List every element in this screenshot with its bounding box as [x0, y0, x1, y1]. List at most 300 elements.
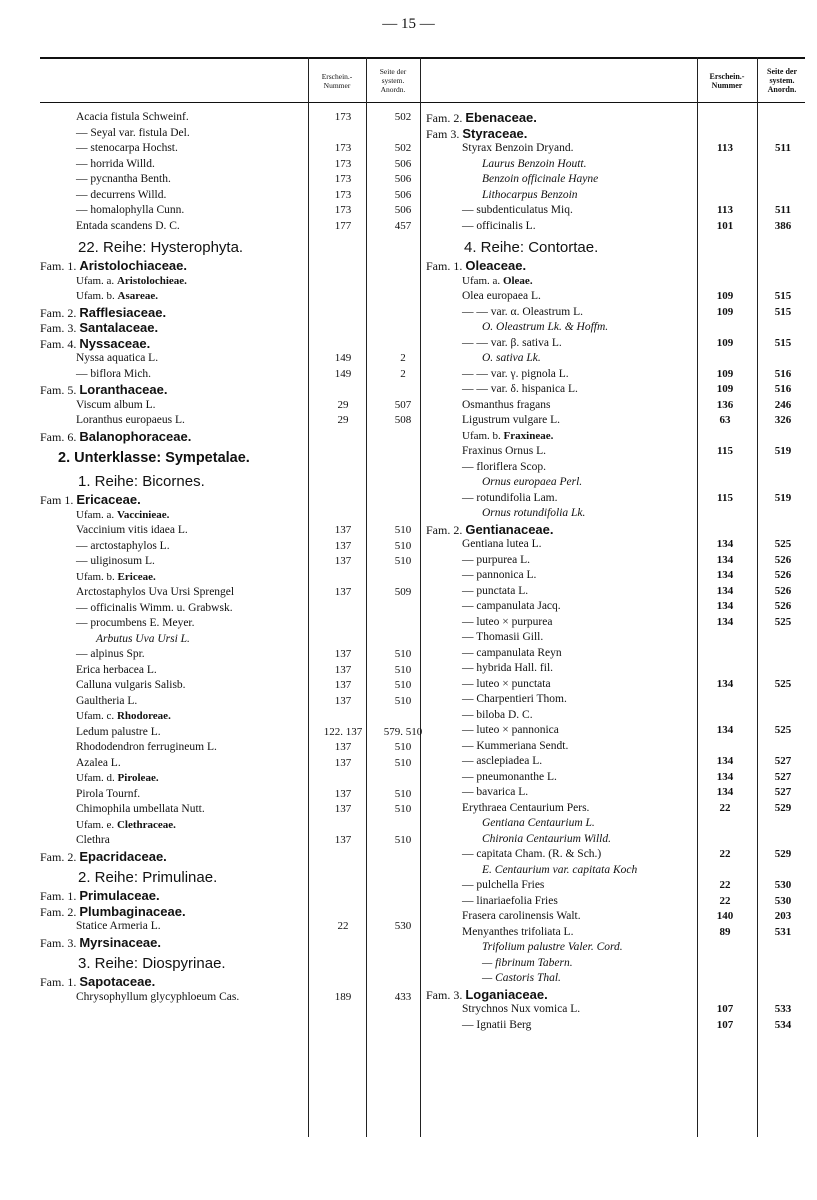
- table-row: [426, 661, 806, 677]
- series-heading: 2. Reihe: Primulinae.: [78, 869, 218, 886]
- family-label: Fam. 2.: [40, 305, 80, 320]
- species-name: — hybrida Hall. fil.: [462, 662, 554, 674]
- table-row: [40, 919, 420, 935]
- header-line: Erschein.-: [709, 72, 745, 81]
- species-name: — Thomasii Gill.: [462, 631, 544, 643]
- table-row: [40, 570, 420, 586]
- page-reference: 508: [394, 414, 412, 426]
- table-row: [40, 508, 420, 524]
- table-row: [40, 833, 420, 849]
- table-row: [40, 678, 420, 694]
- page-reference: 509: [394, 586, 412, 598]
- table-row: [40, 258, 420, 274]
- appearance-number: 109: [716, 383, 734, 395]
- page-reference: 525: [774, 677, 792, 690]
- table-row: [426, 708, 806, 724]
- table-row: [426, 126, 806, 142]
- appearance-number: 122. 137: [323, 725, 363, 738]
- appearance-number: 134: [716, 724, 734, 736]
- page-reference: 529: [774, 848, 792, 860]
- table-row: [40, 787, 420, 803]
- page-reference: 525: [774, 724, 792, 736]
- appearance-number: 113: [717, 142, 733, 154]
- species-name: Chironia Centaurium Willd.: [482, 832, 611, 845]
- species-name: Fraxinus Ornus L.: [462, 445, 547, 457]
- table-row: [426, 723, 806, 739]
- species-name: — rotundifolia Lam.: [462, 491, 558, 504]
- subclass-heading: 2. Unterklasse: Sympetalae.: [58, 450, 250, 466]
- species-name: Entada scandens D. C.: [76, 219, 180, 232]
- appearance-number: 137: [334, 756, 352, 769]
- table-row: [40, 740, 420, 756]
- species-name: — linariaefolia Fries: [462, 894, 558, 907]
- species-name: Statice Armeria L.: [76, 920, 161, 932]
- species-name: — luteo × purpurea: [462, 615, 553, 628]
- appearance-number: 137: [334, 834, 352, 846]
- family-name: Loranthaceae.: [79, 382, 168, 397]
- appearance-number: 109: [716, 367, 734, 380]
- table-row: [40, 289, 420, 305]
- table-row: [40, 709, 420, 725]
- appearance-number: 137: [334, 741, 352, 753]
- header-line: Anordn.: [767, 85, 797, 94]
- appearance-number: 89: [719, 925, 731, 938]
- appearance-number: 22: [719, 848, 731, 860]
- page-reference: 510: [394, 679, 412, 691]
- subfamily-label: Ufam. e.: [76, 818, 117, 831]
- species-name: — officinalis L.: [462, 219, 536, 232]
- table-row: [426, 289, 806, 305]
- species-name: — subdenticulatus Miq.: [462, 204, 573, 216]
- table-row: [40, 444, 420, 468]
- page-reference: 531: [774, 925, 792, 938]
- table-row: [40, 320, 420, 336]
- family-name: Sapotaceae.: [79, 974, 156, 989]
- table-row: [426, 475, 806, 491]
- family-label: Fam. 1.: [426, 259, 466, 273]
- page-reference: 502: [394, 111, 412, 123]
- table-row: [426, 234, 806, 258]
- species-name: — decurrens Willd.: [76, 188, 167, 201]
- species-name: E. Centaurium var. capitata Koch: [482, 863, 638, 876]
- family-label: Fam. 1.: [40, 975, 80, 989]
- subfamily-name: Rhodoreae.: [116, 710, 171, 722]
- table-row: [426, 909, 806, 925]
- species-name: — procumbens E. Meyer.: [76, 617, 195, 629]
- species-name: Loranthus europaeus L.: [76, 414, 185, 426]
- page-reference: 510: [394, 694, 412, 707]
- table-row: [426, 599, 806, 615]
- table-row: [426, 971, 806, 987]
- appearance-number: 22: [719, 879, 731, 891]
- header-line: Seite der: [767, 67, 797, 76]
- species-name: Chrysophyllum glycyphloeum Cas.: [76, 990, 240, 1003]
- table-row: [40, 141, 420, 157]
- appearance-number: 29: [337, 414, 349, 426]
- family-label: Fam. 5.: [40, 383, 80, 397]
- family-name: Primulaceae.: [79, 888, 160, 903]
- species-name: Arbutus Uva Ursi L.: [96, 632, 190, 645]
- species-name: — — var. δ. hispanica L.: [462, 383, 578, 395]
- page-reference: 527: [774, 755, 792, 767]
- page-reference: 530: [774, 894, 792, 907]
- species-name: Ligustrum vulgare L.: [462, 414, 561, 426]
- table-row: [40, 990, 420, 1006]
- table-row: [426, 754, 806, 770]
- species-name: Gentiana lutea L.: [462, 538, 542, 550]
- species-name: — purpurea L.: [462, 553, 531, 566]
- top-rule: [40, 57, 805, 59]
- species-name: Erica herbacea L.: [76, 663, 157, 676]
- page-reference: 433: [394, 990, 412, 1003]
- subfamily-entry: [76, 289, 158, 305]
- table-row: [40, 274, 420, 290]
- header-line: system.: [381, 76, 405, 85]
- table-row: [426, 110, 806, 126]
- subfamily-label: Ufam. c.: [76, 710, 117, 722]
- page-reference: 530: [774, 879, 792, 891]
- species-name: Olea europaea L.: [462, 290, 541, 302]
- species-name: — — var. β. sativa L.: [462, 336, 562, 349]
- appearance-number: 63: [719, 414, 731, 426]
- page-reference: 510: [394, 648, 412, 660]
- family-label: Fam. 2.: [40, 849, 80, 864]
- subfamily-name: Clethraceae.: [116, 818, 176, 831]
- appearance-number: 137: [334, 694, 352, 707]
- appearance-number: 107: [716, 1003, 734, 1015]
- table-row: [40, 974, 420, 990]
- header-line: Nummer: [711, 81, 743, 90]
- subfamily-entry: [462, 274, 533, 290]
- family-label: Fam. 3.: [426, 987, 466, 1002]
- table-row: [426, 141, 806, 157]
- family-label: Fam. 2.: [426, 111, 466, 125]
- appearance-number: 173: [334, 111, 352, 123]
- appearance-number: 134: [716, 677, 734, 690]
- table-row: [426, 444, 806, 460]
- subfamily-label: Ufam. a.: [76, 508, 117, 521]
- header-rule: [40, 102, 805, 103]
- page-reference: 507: [394, 398, 412, 411]
- table-row: [426, 491, 806, 507]
- page-reference: 515: [774, 290, 792, 302]
- page-reference: 506: [394, 188, 412, 201]
- page-reference: 526: [774, 600, 792, 612]
- page-reference: 515: [774, 336, 792, 349]
- table-row: [426, 553, 806, 569]
- appearance-number: 173: [334, 142, 352, 154]
- subfamily-entry: [76, 709, 171, 725]
- family-name: Plumbaginaceae.: [79, 903, 186, 919]
- table-row: [426, 413, 806, 429]
- appearance-number: 109: [716, 290, 734, 302]
- appearance-number: 22: [719, 894, 731, 907]
- appearance-number: 134: [716, 584, 734, 597]
- page-reference: 510: [394, 555, 412, 567]
- species-name: — — var. α. Oleastrum L.: [462, 305, 584, 318]
- subfamily-entry: [462, 429, 553, 445]
- table-row: [40, 632, 420, 648]
- table-row: [426, 770, 806, 786]
- table-row: [426, 188, 806, 204]
- species-name: — luteo × pannonica: [462, 724, 559, 736]
- species-name: — biflora Mich.: [76, 367, 152, 380]
- species-name: — — var. γ. pignola L.: [462, 367, 569, 380]
- header-line: Anordn.: [380, 85, 406, 94]
- page-reference: 527: [774, 786, 792, 798]
- appearance-number: 137: [334, 524, 352, 536]
- subfamily-entry: [76, 508, 169, 524]
- appearance-number: 134: [716, 755, 734, 767]
- species-name: Calluna vulgaris Salisb.: [76, 679, 186, 691]
- species-name: — pulchella Fries: [462, 879, 545, 891]
- family-label: Fam 3.: [426, 126, 463, 141]
- subfamily-entry: [76, 274, 187, 290]
- species-name: Gentiana Centaurium L.: [482, 817, 595, 829]
- page-reference: 526: [774, 569, 792, 581]
- species-name: Acacia fistula Schweinf.: [76, 111, 189, 123]
- appearance-number: 101: [716, 219, 734, 232]
- page-reference: 516: [774, 367, 792, 380]
- appearance-number: 134: [716, 569, 734, 581]
- page-reference: 510: [394, 663, 412, 676]
- page-reference: 246: [774, 398, 792, 411]
- page-reference: 534: [774, 1018, 792, 1031]
- table-row: [40, 523, 420, 539]
- species-name: Azalea L.: [76, 756, 121, 769]
- table-row: [40, 126, 420, 142]
- appearance-number: 137: [334, 539, 352, 552]
- table-row: [426, 925, 806, 941]
- family-label: Fam. 1.: [40, 259, 80, 273]
- table-row: [426, 987, 806, 1003]
- table-row: [40, 771, 420, 787]
- appearance-number: 107: [716, 1018, 734, 1031]
- subfamily-label: Ufam. d.: [76, 772, 118, 784]
- table-row: [426, 1018, 806, 1034]
- species-name: Laurus Benzoin Houtt.: [482, 157, 587, 170]
- appearance-number: 173: [334, 204, 352, 216]
- table-row: [426, 677, 806, 693]
- species-name: Pirola Tournf.: [76, 787, 141, 800]
- header-line: system.: [769, 76, 795, 85]
- subfamily-name: Oleae.: [502, 274, 533, 287]
- family-label: Fam. 3.: [40, 935, 80, 950]
- appearance-number: 173: [334, 188, 352, 201]
- species-name: — asclepiadea L.: [462, 755, 543, 767]
- page-reference: 510: [394, 741, 412, 753]
- species-name: — campanulata Reyn: [462, 646, 562, 659]
- species-name: Clethra: [76, 834, 110, 846]
- appearance-number: 29: [337, 398, 349, 411]
- appearance-number: 137: [334, 586, 352, 598]
- appearance-number: 173: [334, 173, 352, 185]
- page-reference: 510: [394, 787, 412, 800]
- table-row: [426, 615, 806, 631]
- table-row: [426, 894, 806, 910]
- table-row: [426, 878, 806, 894]
- family-label: Fam. 2.: [40, 904, 80, 919]
- family-name: Ericaceae.: [76, 492, 141, 507]
- appearance-number: 137: [334, 803, 352, 815]
- left-header-erschein: [308, 72, 366, 90]
- species-name: Arctostaphylos Uva Ursi Sprengel: [76, 586, 235, 598]
- species-name: — biloba D. C.: [462, 708, 533, 721]
- species-name: — pneumonanthe L.: [462, 770, 557, 783]
- appearance-number: 22: [337, 920, 349, 932]
- table-row: [426, 646, 806, 662]
- table-row: [40, 539, 420, 555]
- table-row: [426, 584, 806, 600]
- table-row: [40, 351, 420, 367]
- header-line: Nummer: [323, 81, 351, 90]
- table-row: [426, 258, 806, 274]
- table-row: [40, 468, 420, 492]
- table-row: [426, 460, 806, 476]
- species-name: — capitata Cham. (R. & Sch.): [462, 848, 602, 860]
- species-name: — campanulata Jacq.: [462, 600, 561, 612]
- family-name: Santalaceae.: [79, 320, 159, 335]
- family-name: Rafflesiaceae.: [79, 304, 167, 320]
- page-reference: 506: [394, 204, 412, 216]
- species-name: — Charpentieri Thom.: [462, 693, 567, 705]
- page-reference: 506: [394, 173, 412, 185]
- table-row: [40, 950, 420, 974]
- series-heading: 4. Reihe: Contortae.: [464, 239, 599, 256]
- right-header-seite: [757, 67, 807, 94]
- table-row: [40, 601, 420, 617]
- species-name: — alpinus Spr.: [76, 648, 145, 660]
- page-number: — 15 —: [382, 16, 435, 32]
- species-name: Rhododendron ferrugineum L.: [76, 741, 217, 753]
- appearance-number: 115: [717, 491, 733, 504]
- table-row: [426, 816, 806, 832]
- species-name: Ledum palustre L.: [76, 725, 161, 738]
- series-heading: 22. Reihe: Hysterophyta.: [78, 239, 244, 256]
- species-name: Nyssa aquatica L.: [76, 352, 159, 364]
- appearance-number: 137: [334, 679, 352, 691]
- table-row: [40, 756, 420, 772]
- table-row: [426, 801, 806, 817]
- table-row: [40, 802, 420, 818]
- table-row: [40, 585, 420, 601]
- page-reference: 519: [774, 491, 792, 504]
- species-name: Styrax Benzoin Dryand.: [462, 142, 574, 154]
- table-row: [40, 818, 420, 834]
- family-name: Myrsinaceae.: [79, 934, 162, 950]
- table-row: [426, 630, 806, 646]
- page-reference: 2: [400, 367, 406, 380]
- family-name: Aristolochiaceae.: [79, 258, 187, 273]
- species-name: — Ignatii Berg: [462, 1018, 532, 1031]
- table-row: [426, 274, 806, 290]
- appearance-number: 137: [334, 787, 352, 800]
- table-row: [426, 832, 806, 848]
- subfamily-label: Ufam. a.: [462, 274, 503, 287]
- species-name: Ornus rotundifolia Lk.: [482, 507, 586, 519]
- table-row: [426, 692, 806, 708]
- species-name: — pycnantha Benth.: [76, 173, 171, 185]
- appearance-number: 134: [716, 538, 734, 550]
- page-reference: 579. 510: [383, 725, 423, 738]
- table-row: [40, 849, 420, 865]
- species-name: Osmanthus fragans: [462, 398, 551, 411]
- appearance-number: 134: [716, 553, 734, 566]
- table-row: [426, 398, 806, 414]
- table-row: [426, 847, 806, 863]
- family-name: Epacridaceae.: [79, 848, 167, 864]
- table-row: [40, 694, 420, 710]
- appearance-number: 137: [334, 648, 352, 660]
- series-heading: 3. Reihe: Diospyrinae.: [78, 955, 226, 972]
- page-reference: 457: [394, 219, 412, 232]
- species-name: Vaccinium vitis idaea L.: [76, 524, 188, 536]
- appearance-number: 113: [717, 204, 733, 216]
- table-row: [426, 568, 806, 584]
- subfamily-entry: [76, 570, 156, 586]
- page-reference: 527: [774, 770, 792, 783]
- table-row: [426, 203, 806, 219]
- appearance-number: 134: [716, 786, 734, 798]
- table-row: [426, 785, 806, 801]
- table-row: [40, 492, 420, 508]
- table-row: [426, 367, 806, 383]
- table-row: [40, 888, 420, 904]
- header-line: Seite der: [379, 67, 407, 76]
- table-row: [40, 367, 420, 383]
- species-name: Erythraea Centaurium Pers.: [462, 801, 590, 814]
- subfamily-entry: [76, 818, 176, 834]
- family-label: Fam. 1.: [40, 889, 80, 903]
- page-reference: 519: [774, 445, 792, 457]
- table-row: [426, 940, 806, 956]
- table-row: [40, 398, 420, 414]
- appearance-number: 115: [717, 445, 733, 457]
- subfamily-label: Ufam. b.: [462, 429, 504, 442]
- subfamily-name: Asareae.: [117, 290, 158, 302]
- species-name: Frasera carolinensis Walt.: [462, 910, 581, 922]
- page-reference: 526: [774, 553, 792, 566]
- table-row: [40, 663, 420, 679]
- family-name: Oleaceae.: [465, 258, 527, 273]
- family-name: Loganiaceae.: [465, 986, 548, 1002]
- appearance-number: 134: [716, 770, 734, 783]
- page-reference: 510: [394, 539, 412, 552]
- appearance-number: 134: [716, 600, 734, 612]
- species-name: — fibrinum Tabern.: [482, 956, 573, 969]
- table-row: [426, 506, 806, 522]
- left-column: [40, 110, 423, 1005]
- species-name: Strychnos Nux vomica L.: [462, 1003, 581, 1015]
- species-name: Lithocarpus Benzoin: [482, 188, 578, 201]
- subfamily-label: Ufam. b.: [76, 570, 118, 583]
- species-name: — stenocarpa Hochst.: [76, 142, 178, 154]
- subfamily-name: Fraxineae.: [503, 429, 554, 442]
- family-name: Nyssaceae.: [79, 335, 151, 351]
- page-reference: 515: [774, 305, 792, 318]
- table-row: [40, 305, 420, 321]
- page-reference: 510: [394, 803, 412, 815]
- page-reference: 506: [394, 157, 412, 170]
- family-name: Ebenaceae.: [465, 110, 537, 125]
- page-reference: 510: [394, 524, 412, 536]
- species-name: — Castoris Thal.: [482, 972, 561, 984]
- table-row: [40, 203, 420, 219]
- page-reference: 516: [774, 383, 792, 395]
- species-name: — Seyal var. fistula Del.: [76, 126, 190, 139]
- family-label: Fam. 6.: [40, 429, 80, 444]
- table-row: [426, 351, 806, 367]
